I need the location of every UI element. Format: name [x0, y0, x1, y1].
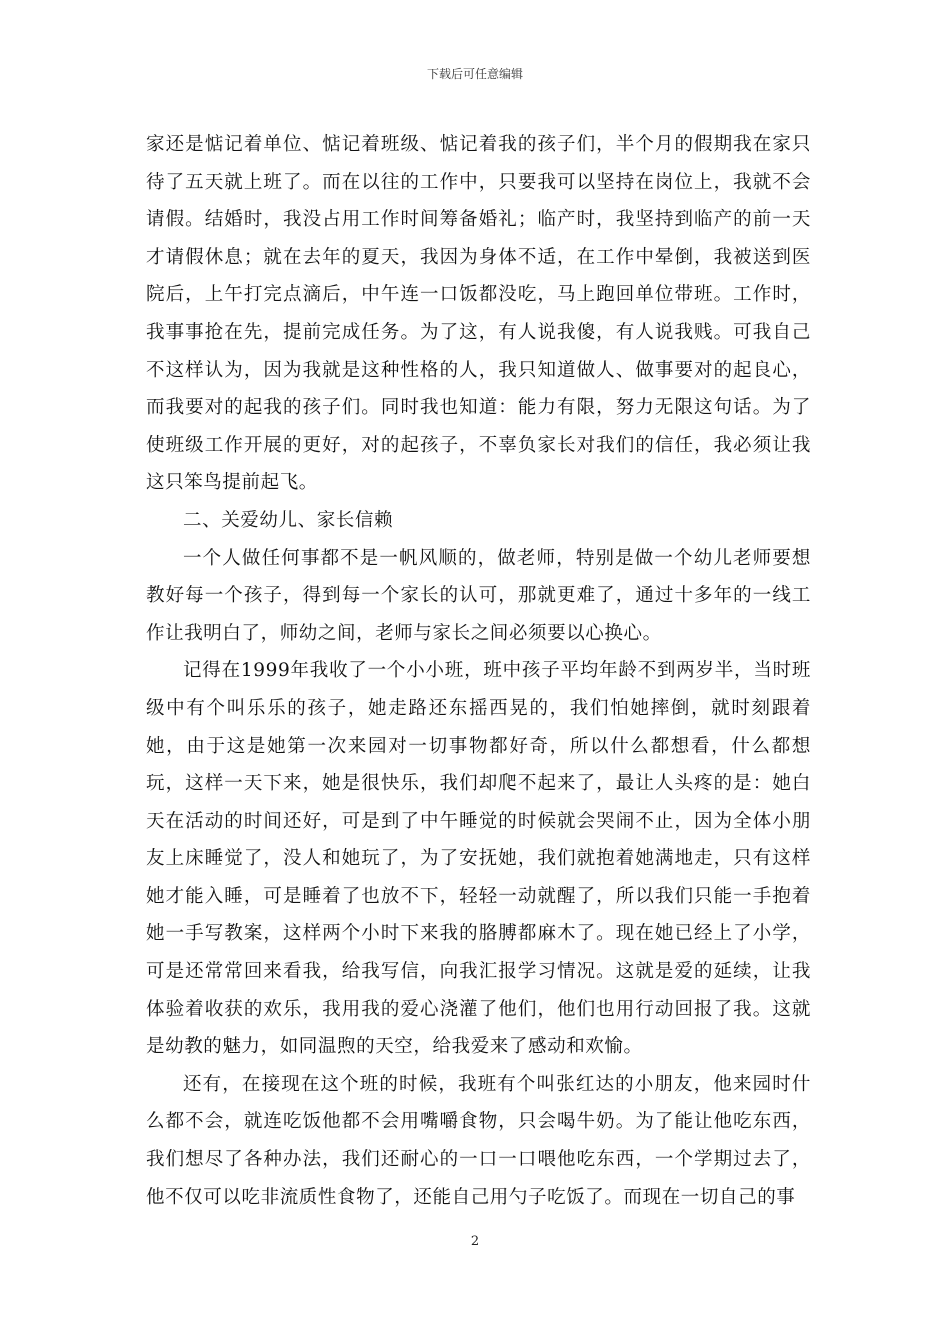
page-header: 下载后可任意编辑 [426, 67, 523, 81]
page-number: 2 [470, 1234, 480, 1249]
paragraph-2: 一个人做任何事都不是一帆风顺的，做老师，特别是做一个幼儿老师要想教好每一个孩子，得到每一个家长的认可，那就更难了，通过十多年的一线工作让我明白了，师幼之间，老师与家长之间必须要以心换心。 [146, 547, 811, 644]
document-body [146, 126, 811, 1216]
section-heading: 二、关爱幼儿、家长信赖 [183, 509, 394, 531]
paragraph-4: 还有，在接现在这个班的时候，我班有个叫张红达的小朋友，他来园时什么都不会，就连吃饭他都不会用嘴嚼食物，只会喝牛奶。为了能让他吃东西，我们想尽了各种办法，我们还耐心的一口一口喂他吃东西，一个学期过去了，他不仅可以吃非流质性食物了，还能自己用勺子吃饭了。而现在一切自己的事 [146, 1073, 811, 1208]
paragraph-3: 记得在1999年我收了一个小小班，班中孩子平均年龄不到两岁半，当时班级中有个叫乐乐的孩子，她走路还东摇西晃的，我们怕她摔倒，就时刻跟着她，由于这是她第一次来园对一切事物都好奇，所以什么都想看，什么都想玩，这样一天下来，她是很快乐，我们却爬不起来了，最让人头疼的是：她白天在活动的时间还好，可是到了中午睡觉的时候就会哭闹不止，因为全体小朋友上床睡觉了，没人和她玩了，为了安抚她，我们就抱着她满地走，只有这样她才能入睡，可是睡着了也放不下，轻轻一动就醒了，所以我们只能一手抱着她一手写教案，这样两个小时下来我的胳膊都麻木了。现在她已经上了小学，可是还常常回来看我，给我写信，向我汇报学习情况。这就是爱的延续，让我体验着收获的欢乐，我用我的爱心浇灌了他们，他们也用行动回报了我。这就是幼教的魅力，如同温煦的天空，给我爱来了感动和欢愉。 [146, 660, 811, 1058]
paragraph-1: 家还是惦记着单位、惦记着班级、惦记着我的孩子们，半个月的假期我在家只待了五天就上班了。而在以往的工作中，只要我可以坚持在岗位上，我就不会请假。结婚时，我没占用工作时间筹备婚礼；临产时，我坚持到临产的前一天才请假休息；就在去年的夏天，我因为身体不适，在工作中晕倒，我被送到医院后，上午打完点滴后，中午连一口饭都没吃，马上跑回单位带班。工作时，我事事抢在先，提前完成任务。为了这，有人说我傻，有人说我贱。可我自己不这样认为，因为我就是这种性格的人，我只知道做人、做事要对的起良心，而我要对的起我的孩子们。同时我也知道：能力有限，努力无限这句话。为了使班级工作开展的更好，对的起孩子，不辜负家长对我们的信任，我必须让我这只笨鸟提前起飞。 [146, 134, 811, 494]
